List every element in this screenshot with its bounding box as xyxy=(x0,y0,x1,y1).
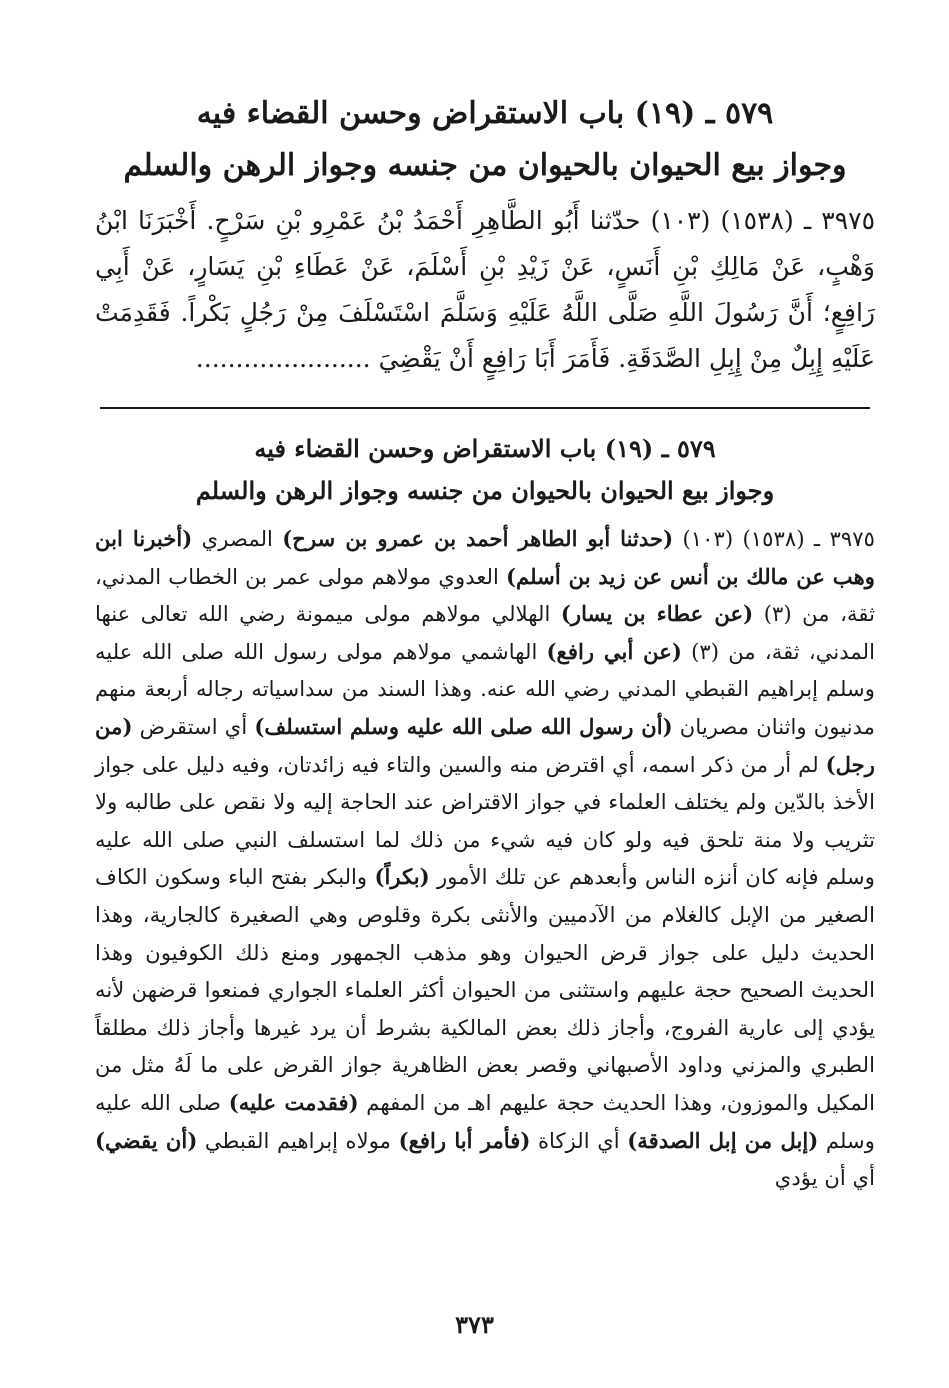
commentary-segment: مولاه إبراهيم القبطي xyxy=(197,1127,399,1153)
commentary-segment: والبكر بفتح الباء وسكون الكاف الصغير من الإبل كالغلام من الآدميين والأنثى بكرة وقلوص وهي الصغيرة كالجارية، وهذا الحديث دليل على جواز قرض الحيوان وهو مذهب الجمهور ومنع ذلك الكوفيون وهذا الحديث الصحيح حجة عليهم واستثنى من الحيوان أكثر العلماء الجواري فمنعوا قرضهن لأنه يؤدي إلى عارية الفروج، وأجاز ذلك بعض المالكية بشرط أن يرد غيرها وأجاز ذلك مطلقاً الطبري والمزني وداود الأصبهاني وقصر بعض الظاهرية جواز القرض على ما لَهُ مثل من المكيل والموزون، وهذا الحديث حجة عليهم اهـ من المفهم xyxy=(95,864,875,1115)
quoted-matn-segment: (فقدمت عليه) xyxy=(228,1089,359,1115)
quoted-matn-segment: (إبل من إبل الصدقة) xyxy=(627,1127,819,1153)
quoted-matn-segment: (عن عطاء بن يسار) xyxy=(560,601,754,627)
commentary-segment: أي أن يؤدي xyxy=(774,1165,875,1191)
commentary-segment: المصري xyxy=(192,526,283,551)
commentary-segment: العدوي مولاهم مولى عمر بن الخطاب المدني، ثقة، من (٣) xyxy=(95,563,875,627)
commentary-body xyxy=(95,520,875,1197)
hadith-text: حدّثنا أَبُو الطَّاهِرِ أَحْمَدُ بْنُ عَمْرِو بْنِ سَرْحٍ. أَخْبَرَنَا ابْنُ وَهْبٍ، عَنْ مَالِكِ بْنِ أَنَسٍ، عَنْ زَيْدِ بْنِ أَسْلَمَ، عَنْ عَطَاءِ بْنِ يَسَارٍ، عَنْ أَبِي رَافِعٍ؛ أَنَّ رَسُولَ اللَّهِ صَلَّى اللَّهُ عَلَيْهِ وَسَلَّمَ اسْتَسْلَفَ مِنْ رَجُلٍ بَكْراً. فَقَدِمَتْ عَلَيْهِ إِبِلٌ مِنْ إِبِلِ الصَّدَقَةِ. فَأَمَرَ أَبَا رَافِعٍ أَنْ يَقْضِيَ xyxy=(95,206,875,373)
commentary-segment: أي استقرض xyxy=(132,713,255,739)
hadith-number: ٣٩٧٥ ـ (١٥٣٨) (١٠٣) xyxy=(650,206,875,235)
commentary-segment: الهاشمي مولاهم مولى رسول الله صلى الله عليه وسلم إبراهيم القبطي المدني رضي الله عنه. وهذا السند من سداسياته رجاله أربعة منهم مدنيون واثنان مصريان xyxy=(95,638,875,739)
commentary-segment: أي الزكاة xyxy=(530,1127,628,1153)
section-divider xyxy=(100,407,870,409)
quoted-matn-segment: (حدثنا أبو الطاهر أحمد بن عمرو بن سرح) xyxy=(282,526,674,551)
chapter-heading-line1: ٥٧٩ ـ (١٩) باب الاستقراض وحسن القضاء فيه xyxy=(196,96,774,131)
quoted-matn-segment: (بكراً) xyxy=(374,864,430,890)
commentary-segment: ٣٩٧٥ ـ (١٥٣٨) (١٠٣) xyxy=(673,526,875,551)
commentary-segment: لم أر من ذكر اسمه، أي اقترض منه والسين والتاء فيه زائدتان، وفيه دليل على جواز الأخذ بالدّين ولم يختلف العلماء في جواز الاقتراض عند الحاجة إليه ولا نقص على طالبه ولا تثريب ولا منة تلحق فيه ولو كان فيه شيء من ذلك لما استسلف النبي صلى الله عليه وسلم فإنه كان أنزه الناس وأبعدهم عن تلك الأمور xyxy=(95,751,875,890)
quoted-matn-segment: (فأمر أبا رافع) xyxy=(398,1127,531,1153)
hadith-matn xyxy=(95,198,875,382)
quoted-matn-segment: (أن يقضي) xyxy=(95,1127,198,1153)
commentary-heading-line2: وجواز بيع الحيوان بالحيوان من جنسه وجواز الرهن والسلم xyxy=(195,476,775,505)
quoted-matn-segment: (عن أبي رافع) xyxy=(546,638,682,664)
commentary-heading-line1: ٥٧٩ ـ (١٩) باب الاستقراض وحسن القضاء فيه xyxy=(254,434,716,463)
quoted-matn-segment: (من رجل) xyxy=(95,713,875,777)
quoted-matn-segment: (أن رسول الله صلى الله عليه وسلم استسلف) xyxy=(254,713,673,739)
commentary-segment: الهلالي مولاهم مولى ميمونة رضي الله تعالى عنها المدني، ثقة، من (٣) xyxy=(95,601,875,664)
chapter-heading-line2: وجواز بيع الحيوان بالحيوان من جنسه وجواز الرهن والسلم xyxy=(123,148,847,183)
page-number: ٣٧٣ xyxy=(455,1310,494,1339)
continuation-dots: ...................... xyxy=(195,344,371,373)
commentary-segment: صلى الله عليه وسلم xyxy=(95,1089,875,1153)
sharh-section xyxy=(95,428,875,1197)
quoted-matn-segment: (أخبرنا ابن وهب عن مالك بن أنس عن زيد بن أسلم) xyxy=(95,526,875,589)
matn-section xyxy=(95,88,875,382)
